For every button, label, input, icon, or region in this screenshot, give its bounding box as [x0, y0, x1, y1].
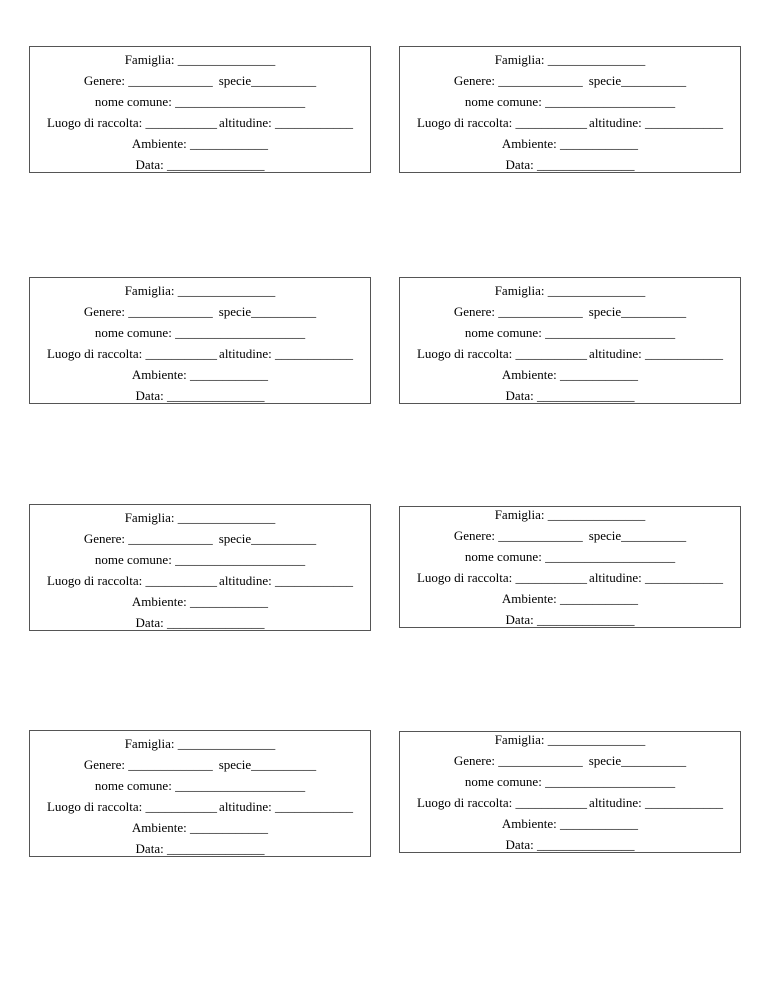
nome-comune-field: nome comune: ____________________: [464, 94, 676, 109]
data-field: Data: _______________: [505, 157, 635, 172]
luogo-altitudine-line: [30, 346, 370, 361]
specimen-label-1: [29, 46, 371, 173]
altitudine-field: altitudine: ____________: [219, 346, 354, 361]
genere-specie-line: [30, 73, 370, 88]
famiglia-field: Famiglia: _______________: [124, 510, 276, 525]
ambiente-field: Ambiente: ____________: [131, 367, 269, 382]
genere-specie-line: [400, 528, 740, 543]
altitudine-field: altitudine: ____________: [589, 346, 724, 361]
genere-field: Genere: _____________: [83, 73, 213, 88]
specie-field: specie__________: [588, 304, 687, 319]
altitudine-field: altitudine: ____________: [589, 795, 724, 810]
genere-specie-line: [30, 304, 370, 319]
luogo-field: Luogo di raccolta: ___________: [416, 346, 588, 361]
data-field: Data: _______________: [135, 841, 265, 856]
genere-specie-line: [30, 757, 370, 772]
altitudine-field: altitudine: ____________: [219, 573, 354, 588]
luogo-field: Luogo di raccolta: ___________: [416, 115, 588, 130]
luogo-altitudine-line: [30, 573, 370, 588]
specie-field: specie__________: [588, 528, 687, 543]
ambiente-field: Ambiente: ____________: [131, 820, 269, 835]
luogo-field: Luogo di raccolta: ___________: [416, 795, 588, 810]
genere-specie-line: [400, 753, 740, 768]
ambiente-field: Ambiente: ____________: [501, 591, 639, 606]
luogo-field: Luogo di raccolta: ___________: [46, 115, 218, 130]
genere-field: Genere: _____________: [83, 531, 213, 546]
specimen-label-2: [399, 46, 741, 173]
specimen-label-6: [399, 506, 741, 628]
famiglia-field: Famiglia: _______________: [494, 732, 646, 747]
famiglia-field: Famiglia: _______________: [124, 52, 276, 67]
luogo-altitudine-line: [400, 570, 740, 585]
luogo-field: Luogo di raccolta: ___________: [46, 573, 218, 588]
genere-field: Genere: _____________: [83, 304, 213, 319]
genere-field: Genere: _____________: [453, 304, 583, 319]
genere-specie-line: [400, 304, 740, 319]
luogo-altitudine-line: [400, 115, 740, 130]
ambiente-field: Ambiente: ____________: [501, 816, 639, 831]
data-field: Data: _______________: [135, 615, 265, 630]
nome-comune-field: nome comune: ____________________: [464, 325, 676, 340]
genere-field: Genere: _____________: [453, 73, 583, 88]
nome-comune-field: nome comune: ____________________: [94, 552, 306, 567]
genere-field: Genere: _____________: [453, 753, 583, 768]
ambiente-field: Ambiente: ____________: [131, 136, 269, 151]
luogo-field: Luogo di raccolta: ___________: [46, 346, 218, 361]
genere-field: Genere: _____________: [83, 757, 213, 772]
specie-field: specie__________: [588, 753, 687, 768]
specimen-label-3: [29, 277, 371, 404]
luogo-altitudine-line: [30, 115, 370, 130]
luogo-altitudine-line: [30, 799, 370, 814]
specimen-label-7: [29, 730, 371, 857]
data-field: Data: _______________: [135, 388, 265, 403]
ambiente-field: Ambiente: ____________: [131, 594, 269, 609]
altitudine-field: altitudine: ____________: [219, 115, 354, 130]
genere-field: Genere: _____________: [453, 528, 583, 543]
famiglia-field: Famiglia: _______________: [494, 52, 646, 67]
altitudine-field: altitudine: ____________: [219, 799, 354, 814]
famiglia-field: Famiglia: _______________: [494, 283, 646, 298]
ambiente-field: Ambiente: ____________: [501, 367, 639, 382]
genere-specie-line: [30, 531, 370, 546]
nome-comune-field: nome comune: ____________________: [94, 94, 306, 109]
luogo-field: Luogo di raccolta: ___________: [416, 570, 588, 585]
nome-comune-field: nome comune: ____________________: [464, 549, 676, 564]
specie-field: specie__________: [218, 757, 317, 772]
data-field: Data: _______________: [505, 388, 635, 403]
famiglia-field: Famiglia: _______________: [124, 736, 276, 751]
specie-field: specie__________: [218, 73, 317, 88]
luogo-altitudine-line: [400, 346, 740, 361]
luogo-altitudine-line: [400, 795, 740, 810]
specie-field: specie__________: [218, 304, 317, 319]
genere-specie-line: [400, 73, 740, 88]
famiglia-field: Famiglia: _______________: [494, 507, 646, 522]
nome-comune-field: nome comune: ____________________: [94, 325, 306, 340]
specie-field: specie__________: [218, 531, 317, 546]
nome-comune-field: nome comune: ____________________: [464, 774, 676, 789]
data-field: Data: _______________: [505, 837, 635, 852]
specimen-label-5: [29, 504, 371, 631]
altitudine-field: altitudine: ____________: [589, 115, 724, 130]
specie-field: specie__________: [588, 73, 687, 88]
specimen-label-4: [399, 277, 741, 404]
data-field: Data: _______________: [505, 612, 635, 627]
data-field: Data: _______________: [135, 157, 265, 172]
luogo-field: Luogo di raccolta: ___________: [46, 799, 218, 814]
specimen-label-8: [399, 731, 741, 853]
ambiente-field: Ambiente: ____________: [501, 136, 639, 151]
famiglia-field: Famiglia: _______________: [124, 283, 276, 298]
altitudine-field: altitudine: ____________: [589, 570, 724, 585]
nome-comune-field: nome comune: ____________________: [94, 778, 306, 793]
